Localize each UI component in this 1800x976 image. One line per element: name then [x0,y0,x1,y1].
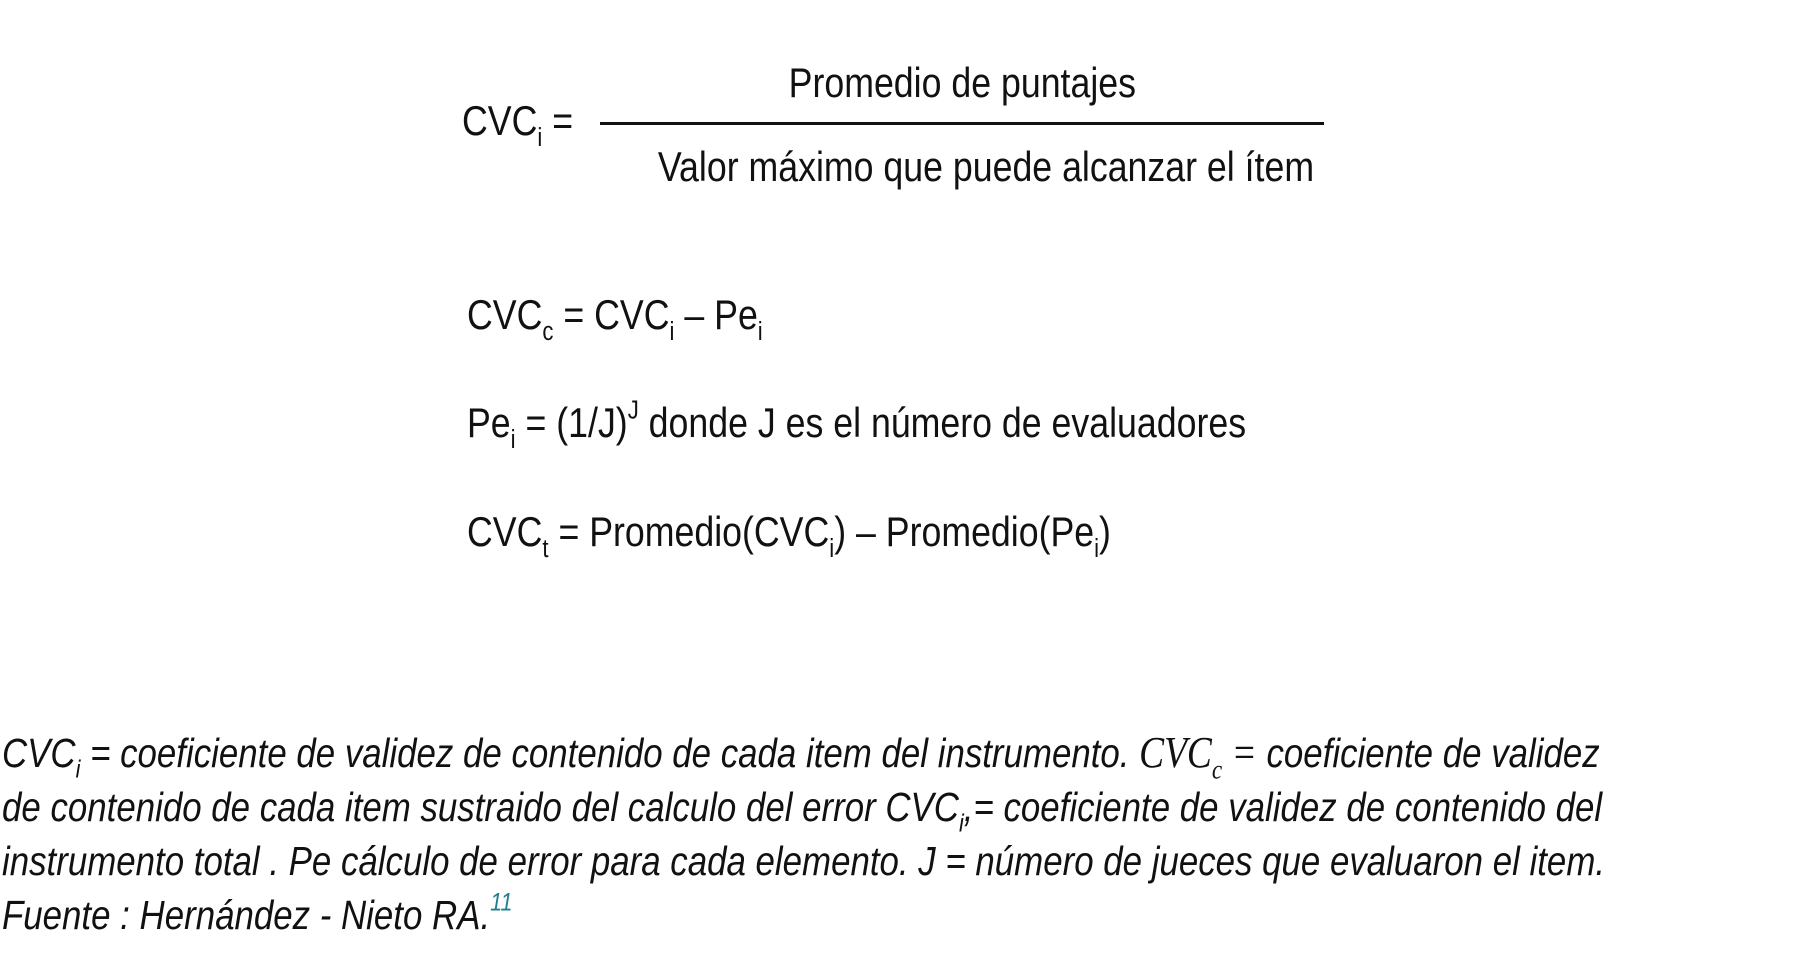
caption-line-2: de contenido de cada item sustraido del calculo del error $CVC_i,=$ coeficiente de validez de contenido del [2,784,1603,838]
figure-caption [2,726,1800,942]
fraction-numerator: Promedio de puntajes [788,59,1136,106]
caption-line-3: instrumento total . Pe cálculo de error para cada elemento. J = número de jueces que evaluaron el item. [2,838,1606,884]
pei-formula: $Pe_i = (1/J)^J$ donde J es el número de evaluadores [467,394,1247,454]
cvci-formula-lhs: $CVC_i$ = [462,97,574,152]
fraction-bar [600,122,1324,125]
caption-source: Fuente : Hernández - Nieto RA.$^{11}$ [2,888,513,938]
fraction-denominator: Valor máximo que puede alcanzar el ítem [657,143,1315,190]
reference-link[interactable]: 11 [490,888,513,917]
caption-line-1: $CVC_i$ = coeficiente de validez de contenido de cada item del instrumento. $CVC_c$ = coeficiente de validez [2,728,1600,785]
cvcc-formula: $CVC_c = CVC_i - Pe_i$ [467,291,763,346]
cvct-formula: $CVC_t$ = $Promedio(CVC_i)$ – $Promedio(Pe_i)$ [467,508,1111,563]
